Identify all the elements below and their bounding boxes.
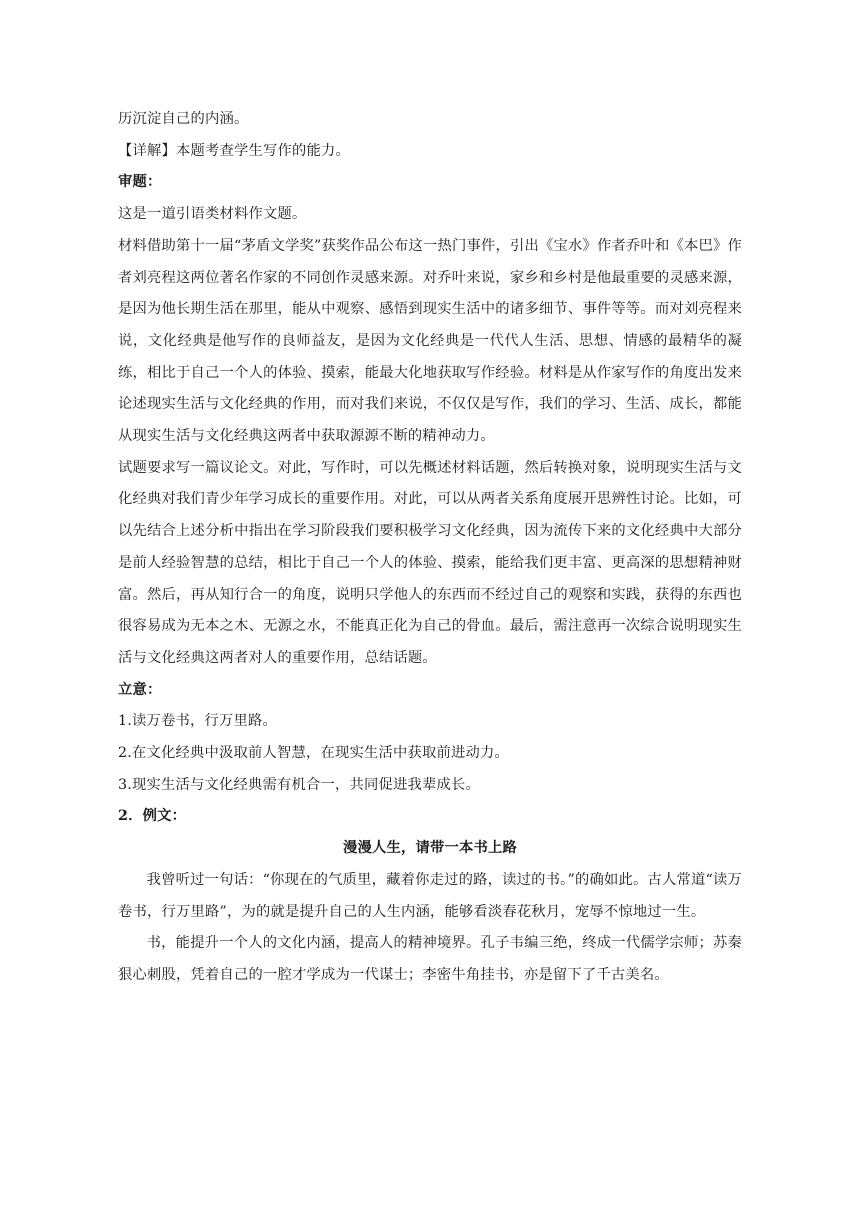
paragraph-writing-guidance: 试题要求写一篇议论文。对此，写作时，可以先概述材料话题，然后转换对象，说明现实生活与文化经典对我们青少年学习成长的重要作用。对此，可以从两者关系角度展开思辨性讨论。比如，可以先结合上述分析中指出在学习阶段我们要积极学习文化经典，因为流传下来的文化经典中大部分是前人经验智慧的总结，相比于自己一个人的体验、摸索，能给我们更丰富、更高深的思想精神财富。然后，再从知行合一的角度，说明只学他人的东西而不经过自己的观察和实践，获得的东西也很容易成为无本之木、无源之水，不能真正化为自己的骨血。最后，需注意再一次综合说明现实生活与文化经典这两者对人的重要作用，总结话题。 <box>118 459 742 666</box>
list-item-idea-2: 2.在文化经典中汲取前人智慧，在现实生活中获取前进动力。 <box>118 745 509 762</box>
list-item-idea-3: 3.现实生活与文化经典需有机合一，共同促进我辈成长。 <box>118 776 480 793</box>
section-heading-example: 2．例文： <box>118 808 187 825</box>
paragraph-detail-heading: 【详解】本题考查学生写作的能力。 <box>118 142 350 159</box>
essay-paragraph-2: 书，能提升一个人的文化内涵，提高人的精神境界。孔子韦编三绝，终成一代儒学宗师；苏秦狠心刺股，凭着自己的一腔才学成为一代谋士；李密牛角挂书，亦是留下了千古美名。 <box>118 935 742 983</box>
section-heading-liyi: 立意： <box>118 681 162 698</box>
section-heading-shenti: 审题： <box>118 174 162 191</box>
paragraph-continuation: 历沉淀自己的内涵。 <box>118 111 249 127</box>
essay-paragraph-1: 我曾听过一句话：“你现在的气质里，藏着你走过的路，读过的书。”的确如此。古人常道“读万卷书，行万里路”，为的就是提升自己的人生内涵，能够看淡春花秋月，宠辱不惊地过一生。 <box>118 871 742 920</box>
paragraph-material-analysis: 材料借助第十一届“茅盾文学奖”获奖作品公布这一热门事件，引出《宝水》作者乔叶和《本巴》作者刘亮程这两位著名作家的不同创作灵感来源。对乔叶来说，家乡和乡村是他最重要的灵感来源，是因为他长期生活在那里，能从中观察、感悟到现实生活中的诸多细节、事件等等。而对刘亮程来说，文化经典是他写作的良师益友，是因为文化经典是一代代人生活、思想、情感的最精华的凝练，相比于自己一个人的体验、摸索，能最大化地获取写作经验。材料是从作家写作的角度出发来论述现实生活与文化经典的作用，而对我们来说，不仅仅是写作，我们的学习、生活、成长，都能从现实生活与文化经典这两者中获取源源不断的精神动力。 <box>118 237 742 445</box>
list-item-idea-1: 1.读万卷书，行万里路。 <box>118 713 278 730</box>
paragraph-question-type: 这是一道引语类材料作文题。 <box>118 206 307 223</box>
essay-title: 漫漫人生，请带一本书上路 <box>343 840 517 857</box>
